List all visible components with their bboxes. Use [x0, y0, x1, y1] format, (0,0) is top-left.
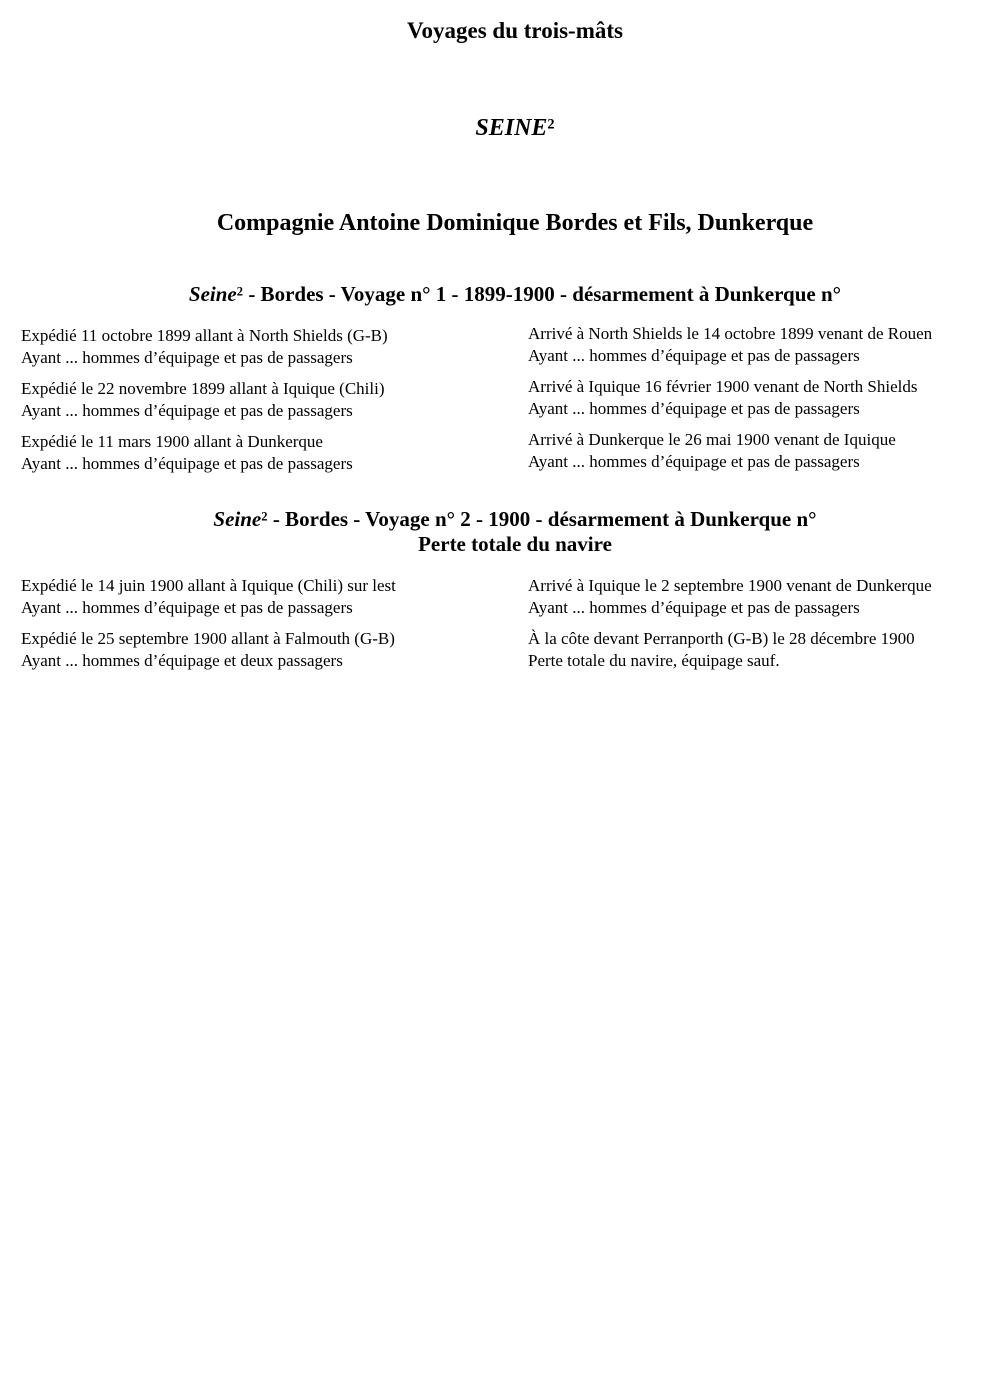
voyage-2-arrivals — [528, 575, 998, 681]
crew-line: Ayant ... hommes d’équipage et pas de passagers — [21, 598, 353, 617]
voyage-1-arrivals — [528, 323, 998, 482]
arrival-line: À la côte devant Perranporth (G-B) le 28 décembre 1900 — [528, 629, 915, 648]
departure-entry — [21, 628, 511, 672]
departure-line: Expédié le 25 septembre 1900 allant à Falmouth (G-B) — [21, 629, 395, 648]
crew-line: Ayant ... hommes d’équipage et pas de passagers — [528, 399, 860, 418]
crew-line: Ayant ... hommes d’équipage et pas de passagers — [528, 346, 860, 365]
ship-name-superscript: 2 — [547, 116, 555, 133]
arrival-entry — [528, 575, 998, 619]
voyage-2-title: - Bordes - Voyage n° 2 - 1900 - désarmement à Dunkerque n° — [267, 507, 817, 531]
arrival-entry — [528, 429, 998, 473]
voyage-1-superscript: 2 — [236, 284, 244, 299]
departure-line: Expédié 11 octobre 1899 allant à North Shields (G-B) — [21, 326, 388, 345]
voyage-2-subtitle: Perte totale du navire — [418, 532, 612, 556]
voyage-2-heading — [0, 507, 1000, 557]
departure-line: Expédié le 22 novembre 1899 allant à Iquique (Chili) — [21, 379, 385, 398]
voyage-2-ship: Seine — [213, 507, 262, 531]
arrival-line: Arrivé à Iquique le 2 septembre 1900 venant de Dunkerque — [528, 576, 932, 595]
voyage-1-heading — [0, 282, 1000, 307]
ship-name — [0, 113, 1000, 143]
crew-line: Ayant ... hommes d’équipage et pas de passagers — [528, 452, 860, 471]
wreck-note-line: Perte totale du navire, équipage sauf. — [528, 651, 780, 670]
arrival-entry — [528, 628, 998, 672]
departure-entry — [21, 325, 511, 369]
voyage-2-superscript: 2 — [261, 509, 268, 524]
crew-line: Ayant ... hommes d’équipage et pas de passagers — [21, 348, 353, 367]
crew-line: Ayant ... hommes d’équipage et pas de passagers — [21, 454, 353, 473]
arrival-line: Arrivé à Iquique 16 février 1900 venant de North Shields — [528, 377, 918, 396]
departure-entry — [21, 575, 511, 619]
crew-line: Ayant ... hommes d’équipage et deux passagers — [21, 651, 343, 670]
arrival-entry — [528, 376, 998, 420]
crew-line: Ayant ... hommes d’équipage et pas de passagers — [528, 598, 860, 617]
departure-entry — [21, 378, 511, 422]
voyage-2-departures — [21, 575, 511, 681]
arrival-line: Arrivé à North Shields le 14 octobre 1899 venant de Rouen — [528, 324, 933, 343]
ship-name-text: SEINE — [475, 115, 548, 141]
crew-line: Ayant ... hommes d’équipage et pas de passagers — [21, 401, 353, 420]
arrival-line: Arrivé à Dunkerque le 26 mai 1900 venant de Iquique — [528, 430, 896, 449]
voyage-1-departures — [21, 325, 511, 484]
voyage-1-title: - Bordes - Voyage n° 1 - 1899-1900 - désarmement à Dunkerque n° — [243, 282, 842, 306]
departure-entry — [21, 431, 511, 475]
departure-line: Expédié le 11 mars 1900 allant à Dunkerque — [21, 432, 323, 451]
document-title: Voyages du trois-mâts — [407, 18, 623, 43]
voyage-1-ship: Seine — [188, 282, 237, 306]
arrival-entry — [528, 323, 998, 367]
departure-line: Expédié le 14 juin 1900 allant à Iquique (Chili) sur lest — [21, 576, 396, 595]
company-name: Compagnie Antoine Dominique Bordes et Fils, Dunkerque — [216, 210, 814, 236]
